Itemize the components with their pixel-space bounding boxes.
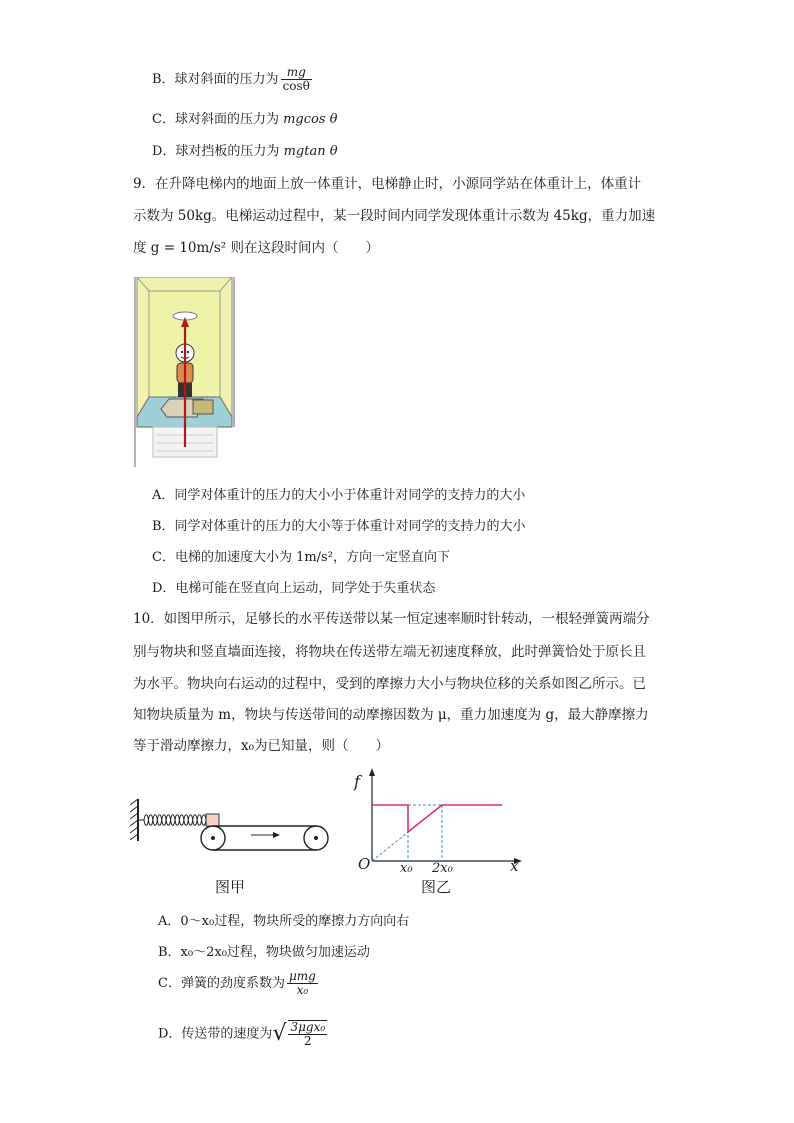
q9-stem-line-3: 度 g = 10m/s² 则在这段时间内（ ）	[133, 240, 379, 256]
graph-tick-2x0: 2x₀	[432, 861, 453, 873]
figure-a-caption: 图甲	[215, 878, 246, 896]
conveyor-figure	[130, 795, 340, 857]
q10-stem-line-2: 别与物块和竖直墙面连接，将物块在传送带左端无初速度释放，此时弹簧恰处于原长且	[133, 644, 646, 660]
elevator-figure	[133, 277, 236, 467]
q10-option-b: B．x₀～2x₀过程，物块做匀加速运动	[158, 945, 370, 960]
q9-stem-line-2: 示数为 50kg。电梯运动过程中，某一段时间内同学发现体重计示数为 45kg，重力加速	[133, 208, 656, 224]
q10-stem-line-5: 等于滑动摩擦力，x₀为已知量，则（ ）	[133, 738, 390, 754]
q9-option-a: A．同学对体重计的压力的大小小于体重计对同学的支持力的大小	[152, 488, 526, 503]
q10-stem-line-3: 为水平。物块向右运动的过程中，受到的摩擦力大小与物块位移的关系如图乙所示。已	[133, 676, 646, 692]
q10-option-c: C．弹簧的劲度系数为 $\frac{\text{μmg}}{\text{x₀}}$	[158, 969, 316, 998]
graph-x-label: x	[510, 857, 519, 873]
q10-option-a: A．0～x₀过程，物块所受的摩擦力方向向右	[158, 914, 410, 929]
q8-option-b-text: B．球对斜面的压力为	[152, 72, 279, 88]
figure-b-caption: 图乙	[421, 878, 452, 896]
sqrt-symbol: √	[272, 1021, 287, 1047]
q9-stem-line-1: 9．在升降电梯内的地面上放一体重计，电梯静止时，小源同学站在体重计上，体重计	[133, 176, 642, 192]
q10-option-c-fraction: $\frac{\text{μmg}}{\text{x₀}}$	[288, 969, 316, 998]
friction-graph	[352, 765, 532, 873]
q9-option-b: B．同学对体重计的压力的大小等于体重计对同学的支持力的大小	[152, 519, 526, 534]
q8-option-b-fraction: $\frac{mg}{\cos\theta}$	[282, 65, 310, 94]
q10-option-d-fraction: $\frac{\text{3μgx₀}}{2}$	[290, 1020, 326, 1049]
q8-option-d: D．球对挡板的压力为 mgtan θ	[152, 144, 338, 159]
graph-tick-x0: x₀	[400, 861, 413, 873]
graph-y-label: f	[354, 772, 360, 791]
q10-option-d: D．传送带的速度为√ $\frac{\text{3μgx₀}}{2}$	[158, 1020, 326, 1049]
q9-option-d: D．电梯可能在竖直向上运动，同学处于失重状态	[152, 581, 436, 596]
q10-stem-line-4: 知物块质量为 m，物块与传送带间的动摩擦因数为 μ，重力加速度为 g，最大静摩擦力	[133, 707, 649, 723]
graph-origin-label: O	[358, 855, 371, 873]
q10-stem-line-1: 10．如图甲所示，足够长的水平传送带以某一恒定速率顺时针转动，一根轻弹簧两端分	[133, 611, 650, 627]
q8-option-b	[152, 66, 314, 93]
q8-option-c: C．球对斜面的压力为 mgcos θ	[152, 112, 338, 127]
q9-option-c: C．电梯的加速度大小为 1m/s²，方向一定竖直向下	[152, 550, 450, 565]
